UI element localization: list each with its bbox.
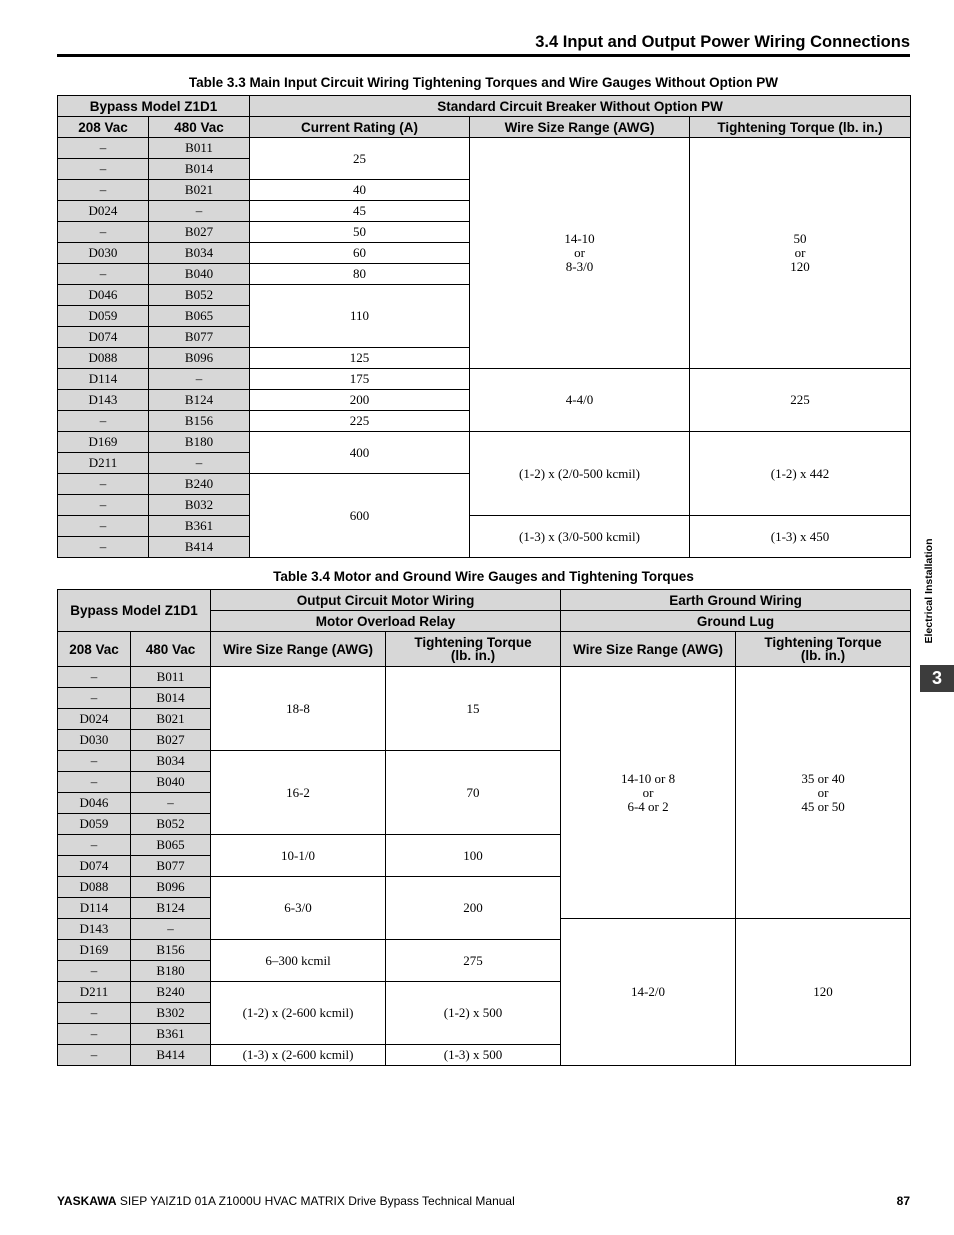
model-208vac: D059 <box>58 306 149 327</box>
motor-wire-size-cell: 6-3/0 <box>211 877 386 940</box>
wire-size-cell: (1-3) x (3/0-500 kcmil) <box>470 516 690 558</box>
model-480vac: B077 <box>149 327 250 348</box>
ground-wire-line: 14-10 or 8 <box>620 770 676 786</box>
col-header-ground-torque <box>736 632 911 667</box>
current-rating-cell: 80 <box>250 264 470 285</box>
model-208vac: D211 <box>58 982 131 1003</box>
model-480vac: B180 <box>149 432 250 453</box>
model-480vac: B014 <box>149 159 250 180</box>
footer-manual-title: SIEP YAIZ1D 01A Z1000U HVAC MATRIX Drive Bypass Technical Manual <box>119 1194 515 1208</box>
motor-wire-size-cell: 10-1/0 <box>211 835 386 877</box>
model-208vac: D059 <box>58 814 131 835</box>
motor-wire-size-cell: 18-8 <box>211 667 386 751</box>
col-header-wire-size: Wire Size Range (AWG) <box>470 117 690 138</box>
col-header-208vac: 208 Vac <box>58 632 131 667</box>
footer-brand: YASKAWA <box>57 1194 117 1208</box>
col-header-ground-wire-size: Wire Size Range (AWG) <box>561 632 736 667</box>
motor-torque-cell: (1-2) x 500 <box>386 982 561 1045</box>
ground-wire-size-cell <box>561 667 736 919</box>
footer <box>57 1194 515 1208</box>
motor-torque-cell: 70 <box>386 751 561 835</box>
ground-torque-cell: 120 <box>736 919 911 1066</box>
model-480vac: B414 <box>149 537 250 558</box>
model-480vac: B052 <box>131 814 211 835</box>
model-480vac: B065 <box>149 306 250 327</box>
model-480vac: B034 <box>149 243 250 264</box>
model-480vac: – <box>131 919 211 940</box>
model-208vac: – <box>58 667 131 688</box>
model-480vac: – <box>149 201 250 222</box>
wire-size-line: 14-10 <box>564 231 595 246</box>
model-208vac: D030 <box>58 730 131 751</box>
current-rating-cell: 225 <box>250 411 470 432</box>
model-208vac: – <box>58 1024 131 1045</box>
model-480vac: B414 <box>131 1045 211 1066</box>
col-header-motor-torque <box>386 632 561 667</box>
model-208vac: D074 <box>58 327 149 348</box>
model-208vac: – <box>58 180 149 201</box>
col-header-motor-wire-size: Wire Size Range (AWG) <box>211 632 386 667</box>
chapter-side-label-text: Electrical Installation <box>923 538 935 644</box>
model-480vac: B052 <box>149 285 250 306</box>
model-208vac: D074 <box>58 856 131 877</box>
model-480vac: B361 <box>149 516 250 537</box>
col-header-earth-ground-wiring: Earth Ground Wiring <box>561 590 911 611</box>
model-480vac: B302 <box>131 1003 211 1024</box>
model-208vac: – <box>58 961 131 982</box>
model-208vac: – <box>58 474 149 495</box>
table-3-3 <box>57 95 911 558</box>
col-header-current-rating: Current Rating (A) <box>250 117 470 138</box>
model-208vac: – <box>58 411 149 432</box>
motor-torque-cell: 275 <box>386 940 561 982</box>
current-rating-cell: 25 <box>250 138 470 180</box>
table-row <box>58 667 911 688</box>
model-480vac: B040 <box>131 772 211 793</box>
model-480vac: B034 <box>131 751 211 772</box>
section-title: 3.4 Input and Output Power Wiring Connections <box>535 33 910 51</box>
model-208vac: D211 <box>58 453 149 474</box>
table-row <box>58 432 911 453</box>
ground-wire-line: 6-4 or 2 <box>627 798 669 814</box>
torque-cell: 225 <box>690 369 911 432</box>
model-208vac: – <box>58 1045 131 1066</box>
table-3-4 <box>57 589 911 1066</box>
motor-torque-cell: 100 <box>386 835 561 877</box>
ground-torque-line: 35 or 40 <box>801 770 845 786</box>
chapter-number-tab: 3 <box>920 665 954 692</box>
table-row <box>58 138 911 159</box>
wire-size-cell <box>470 138 690 369</box>
header-line: (lb. in.) <box>450 648 496 663</box>
model-480vac: B011 <box>131 667 211 688</box>
torque-cell: (1-2) x 442 <box>690 432 911 516</box>
table-3-4-caption: Table 3.4 Motor and Ground Wire Gauges and Tightening Torques <box>273 569 694 584</box>
table-3-3-caption: Table 3.3 Main Input Circuit Wiring Tightening Torques and Wire Gauges Without Option PW <box>188 75 779 90</box>
col-header-bypass-model: Bypass Model Z1D1 <box>58 96 250 117</box>
model-208vac: D169 <box>58 940 131 961</box>
ground-wire-size-cell: 14-2/0 <box>561 919 736 1066</box>
torque-cell <box>690 138 911 369</box>
model-208vac: D024 <box>58 201 149 222</box>
model-208vac: – <box>58 495 149 516</box>
model-480vac: B077 <box>131 856 211 877</box>
current-rating-cell: 40 <box>250 180 470 201</box>
header-line: Tightening Torque <box>764 635 882 650</box>
model-480vac: B180 <box>131 961 211 982</box>
motor-wire-size-cell: (1-2) x (2-600 kcmil) <box>211 982 386 1045</box>
header-line: (lb. in.) <box>800 648 846 663</box>
col-header-circuit-breaker: Standard Circuit Breaker Without Option PW <box>250 96 911 117</box>
model-480vac: B014 <box>131 688 211 709</box>
model-480vac: B027 <box>131 730 211 751</box>
model-480vac: B361 <box>131 1024 211 1045</box>
col-header-ground-lug: Ground Lug <box>561 611 911 632</box>
col-header-480vac: 480 Vac <box>149 117 250 138</box>
model-208vac: – <box>58 772 131 793</box>
current-rating-cell: 50 <box>250 222 470 243</box>
model-480vac: B156 <box>131 940 211 961</box>
ground-torque-line: or <box>817 784 829 800</box>
torque-line: 120 <box>790 259 810 274</box>
model-480vac: B011 <box>149 138 250 159</box>
model-208vac: D169 <box>58 432 149 453</box>
page-number: 87 <box>896 1194 910 1208</box>
motor-wire-size-cell: 16-2 <box>211 751 386 835</box>
model-208vac: D030 <box>58 243 149 264</box>
table-row <box>58 516 911 537</box>
model-480vac: – <box>149 369 250 390</box>
model-208vac: – <box>58 751 131 772</box>
model-480vac: B124 <box>131 898 211 919</box>
model-208vac: – <box>58 835 131 856</box>
model-208vac: – <box>58 516 149 537</box>
model-208vac: – <box>58 688 131 709</box>
model-480vac: B021 <box>149 180 250 201</box>
ground-torque-cell <box>736 667 911 919</box>
current-rating-cell: 125 <box>250 348 470 369</box>
col-header-output-motor-wiring: Output Circuit Motor Wiring <box>211 590 561 611</box>
model-480vac: B040 <box>149 264 250 285</box>
model-208vac: – <box>58 1003 131 1024</box>
header-line: Tightening Torque <box>414 635 532 650</box>
model-480vac: – <box>131 793 211 814</box>
col-header-480vac: 480 Vac <box>131 632 211 667</box>
motor-wire-size-cell: 6–300 kcmil <box>211 940 386 982</box>
model-208vac: D046 <box>58 285 149 306</box>
model-208vac: – <box>58 159 149 180</box>
wire-size-cell: (1-2) x (2/0-500 kcmil) <box>470 432 690 516</box>
model-480vac: B096 <box>149 348 250 369</box>
model-208vac: – <box>58 138 149 159</box>
model-208vac: D143 <box>58 390 149 411</box>
model-208vac: D088 <box>58 877 131 898</box>
model-480vac: B027 <box>149 222 250 243</box>
current-rating-cell: 60 <box>250 243 470 264</box>
model-480vac: B065 <box>131 835 211 856</box>
model-480vac: B032 <box>149 495 250 516</box>
model-208vac: D114 <box>58 898 131 919</box>
chapter-side-label <box>921 530 937 652</box>
current-rating-cell: 175 <box>250 369 470 390</box>
col-header-bypass-model: Bypass Model Z1D1 <box>58 590 211 632</box>
wire-size-line: or <box>574 245 585 260</box>
model-208vac: – <box>58 222 149 243</box>
table-row <box>58 369 911 390</box>
wire-size-cell: 4-4/0 <box>470 369 690 432</box>
model-208vac: D143 <box>58 919 131 940</box>
current-rating-cell: 600 <box>250 474 470 558</box>
model-480vac: B124 <box>149 390 250 411</box>
current-rating-cell: 110 <box>250 285 470 348</box>
model-208vac: D024 <box>58 709 131 730</box>
col-header-motor-overload-relay: Motor Overload Relay <box>211 611 561 632</box>
torque-cell: (1-3) x 450 <box>690 516 911 558</box>
motor-wire-size-cell: (1-3) x (2-600 kcmil) <box>211 1045 386 1066</box>
motor-torque-cell: (1-3) x 500 <box>386 1045 561 1066</box>
header-rule <box>57 54 910 57</box>
current-rating-cell: 400 <box>250 432 470 474</box>
model-208vac: D088 <box>58 348 149 369</box>
current-rating-cell: 200 <box>250 390 470 411</box>
col-header-tightening-torque: Tightening Torque (lb. in.) <box>690 117 911 138</box>
model-208vac: – <box>58 537 149 558</box>
wire-size-line: 8-3/0 <box>565 259 594 274</box>
model-480vac: B240 <box>131 982 211 1003</box>
motor-torque-cell: 15 <box>386 667 561 751</box>
model-208vac: D046 <box>58 793 131 814</box>
model-208vac: – <box>58 264 149 285</box>
model-480vac: B021 <box>131 709 211 730</box>
model-480vac: B096 <box>131 877 211 898</box>
torque-line: 50 <box>793 231 807 246</box>
model-480vac: – <box>149 453 250 474</box>
current-rating-cell: 45 <box>250 201 470 222</box>
model-480vac: B240 <box>149 474 250 495</box>
ground-wire-line: or <box>642 784 654 800</box>
motor-torque-cell: 200 <box>386 877 561 940</box>
model-480vac: B156 <box>149 411 250 432</box>
model-208vac: D114 <box>58 369 149 390</box>
ground-torque-line: 45 or 50 <box>801 798 845 814</box>
torque-line: or <box>794 245 806 260</box>
col-header-208vac: 208 Vac <box>58 117 149 138</box>
